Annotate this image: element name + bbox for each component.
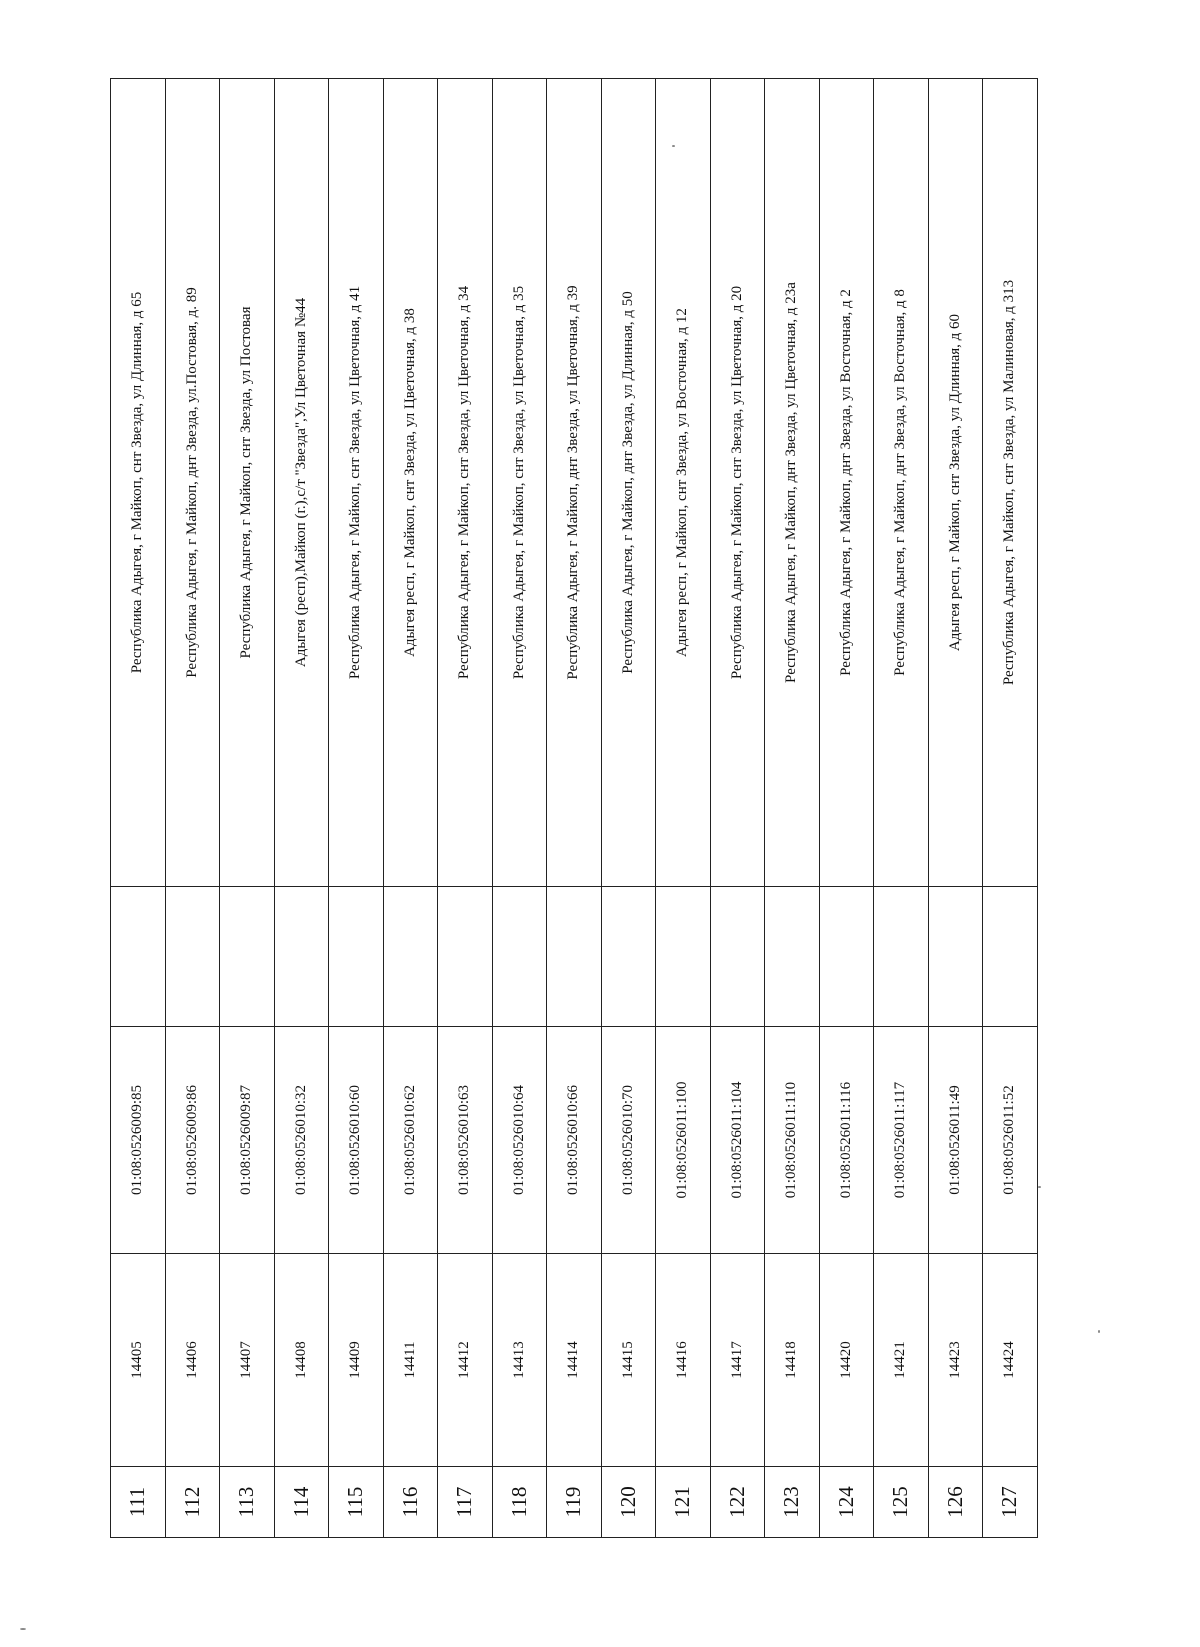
- table-row: [819, 79, 874, 1538]
- cadastral-number-cell: 01:08:0526010:64: [492, 1027, 547, 1254]
- table-row: [983, 79, 1038, 1538]
- land-plot-table: [110, 78, 1038, 1538]
- row-number-cell: 111: [111, 1467, 166, 1538]
- scan-speck: [1098, 1330, 1100, 1333]
- cadastral-number-cell: 01:08:0526009:86: [165, 1027, 220, 1254]
- address-cell: Адыгея респ, г Майкоп, снт Звезда, ул Восточная, д 12: [656, 79, 711, 887]
- address-cell: Республика Адыгея, г Майкоп, днт Звезда, ул Длинная, д 50: [601, 79, 656, 887]
- table-body: [111, 79, 1038, 1538]
- address-cell: Республика Адыгея, г Майкоп, снт Звезда, ул Цветочная, д 41: [329, 79, 384, 887]
- address-cell: Республика Адыгея, г Майкоп, днт Звезда, ул Цветочная, д 23а: [765, 79, 820, 887]
- table-row: [274, 79, 329, 1538]
- row-number-cell: 112: [165, 1467, 220, 1538]
- row-number-cell: 113: [220, 1467, 275, 1538]
- row-number-cell: 117: [438, 1467, 493, 1538]
- row-number-cell: 116: [383, 1467, 438, 1538]
- table-row: [111, 79, 166, 1538]
- scan-speck: [672, 145, 675, 147]
- empty-cell: [819, 887, 874, 1027]
- empty-cell: [983, 887, 1038, 1027]
- empty-cell: [220, 887, 275, 1027]
- address-cell: Республика Адыгея, г Майкоп, днт Звезда, ул.Постовая, д. 89: [165, 79, 220, 887]
- cadastral-number-cell: 01:08:0526011:117: [874, 1027, 929, 1254]
- record-id-cell: 14424: [983, 1254, 1038, 1467]
- cadastral-number-cell: 01:08:0526009:87: [220, 1027, 275, 1254]
- empty-cell: [928, 887, 983, 1027]
- row-number-cell: 124: [819, 1467, 874, 1538]
- row-number-cell: 114: [274, 1467, 329, 1538]
- cadastral-number-cell: 01:08:0526011:116: [819, 1027, 874, 1254]
- table-row: [765, 79, 820, 1538]
- cadastral-number-cell: 01:08:0526011:104: [710, 1027, 765, 1254]
- record-id-cell: 14411: [383, 1254, 438, 1467]
- record-id-cell: 14421: [874, 1254, 929, 1467]
- address-cell: Адыгея респ, г Майкоп, снт Звезда, ул Цветочная, д 38: [383, 79, 438, 887]
- record-id-cell: 14406: [165, 1254, 220, 1467]
- table-row: [928, 79, 983, 1538]
- record-id-cell: 14420: [819, 1254, 874, 1467]
- cadastral-number-cell: 01:08:0526011:52: [983, 1027, 1038, 1254]
- table-row: [874, 79, 929, 1538]
- address-cell: Республика Адыгея, г Майкоп, снт Звезда, ул Малиновая, д 313: [983, 79, 1038, 887]
- record-id-cell: 14412: [438, 1254, 493, 1467]
- table-row: [601, 79, 656, 1538]
- record-id-cell: 14416: [656, 1254, 711, 1467]
- table-row: [165, 79, 220, 1538]
- address-cell: Республика Адыгея, г Майкоп, снт Звезда, ул Цветочная, д 35: [492, 79, 547, 887]
- row-number-cell: 125: [874, 1467, 929, 1538]
- empty-cell: [601, 887, 656, 1027]
- record-id-cell: 14405: [111, 1254, 166, 1467]
- row-number-cell: 121: [656, 1467, 711, 1538]
- row-number-cell: 127: [983, 1467, 1038, 1538]
- address-cell: Республика Адыгея, г Майкоп, днт Звезда, ул Восточная, д 8: [874, 79, 929, 887]
- row-number-cell: 126: [928, 1467, 983, 1538]
- row-number-cell: 115: [329, 1467, 384, 1538]
- address-cell: Адыгея (респ),Майкоп (г.),с/т "Звезда",Ул Цветочная №44: [274, 79, 329, 887]
- cadastral-number-cell: 01:08:0526009:85: [111, 1027, 166, 1254]
- table-row: [220, 79, 275, 1538]
- record-id-cell: 14407: [220, 1254, 275, 1467]
- empty-cell: [765, 887, 820, 1027]
- table-row: [656, 79, 711, 1538]
- address-cell: Республика Адыгея, г Майкоп, снт Звезда, ул Цветочная, д 34: [438, 79, 493, 887]
- row-number-cell: 123: [765, 1467, 820, 1538]
- address-cell: Республика Адыгея, г Майкоп, снт Звезда, ул Цветочная, д 20: [710, 79, 765, 887]
- empty-cell: [547, 887, 602, 1027]
- record-id-cell: 14413: [492, 1254, 547, 1467]
- record-id-cell: 14418: [765, 1254, 820, 1467]
- cadastral-number-cell: 01:08:0526010:66: [547, 1027, 602, 1254]
- record-id-cell: 14414: [547, 1254, 602, 1467]
- empty-cell: [329, 887, 384, 1027]
- empty-cell: [111, 887, 166, 1027]
- cadastral-number-cell: 01:08:0526010:62: [383, 1027, 438, 1254]
- empty-cell: [383, 887, 438, 1027]
- cadastral-number-cell: 01:08:0526010:70: [601, 1027, 656, 1254]
- record-id-cell: 14423: [928, 1254, 983, 1467]
- address-cell: Республика Адыгея, г Майкоп, снт Звезда, ул Постовая: [220, 79, 275, 887]
- cadastral-number-cell: 01:08:0526011:49: [928, 1027, 983, 1254]
- scan-speck: [20, 1628, 26, 1630]
- empty-cell: [438, 887, 493, 1027]
- table-row: [547, 79, 602, 1538]
- empty-cell: [874, 887, 929, 1027]
- empty-cell: [165, 887, 220, 1027]
- empty-cell: [710, 887, 765, 1027]
- record-id-cell: 14417: [710, 1254, 765, 1467]
- cadastral-number-cell: 01:08:0526011:110: [765, 1027, 820, 1254]
- row-number-cell: 118: [492, 1467, 547, 1538]
- table-row: [492, 79, 547, 1538]
- cadastral-number-cell: 01:08:0526010:63: [438, 1027, 493, 1254]
- cadastral-number-cell: 01:08:0526010:60: [329, 1027, 384, 1254]
- cadastral-number-cell: 01:08:0526011:100: [656, 1027, 711, 1254]
- empty-cell: [492, 887, 547, 1027]
- table-row: [383, 79, 438, 1538]
- address-cell: Республика Адыгея, г Майкоп, днт Звезда, ул Цветочная, д 39: [547, 79, 602, 887]
- record-id-cell: 14415: [601, 1254, 656, 1467]
- cadastral-number-cell: 01:08:0526010:32: [274, 1027, 329, 1254]
- record-id-cell: 14408: [274, 1254, 329, 1467]
- rotated-table-container: [110, 78, 1200, 1538]
- row-number-cell: 120: [601, 1467, 656, 1538]
- table-row: [329, 79, 384, 1538]
- record-id-cell: 14409: [329, 1254, 384, 1467]
- row-number-cell: 119: [547, 1467, 602, 1538]
- address-cell: Республика Адыгея, г Майкоп, днт Звезда, ул Восточная, д 2: [819, 79, 874, 887]
- address-cell: Адыгея респ, г Майкоп, снт Звезда, ул Длинная, д 60: [928, 79, 983, 887]
- address-cell: Республика Адыгея, г Майкоп, снт Звезда, ул Длинная, д 65: [111, 79, 166, 887]
- empty-cell: [656, 887, 711, 1027]
- scan-speck: [1038, 1186, 1041, 1188]
- row-number-cell: 122: [710, 1467, 765, 1538]
- table-row: [710, 79, 765, 1538]
- table-row: [438, 79, 493, 1538]
- empty-cell: [274, 887, 329, 1027]
